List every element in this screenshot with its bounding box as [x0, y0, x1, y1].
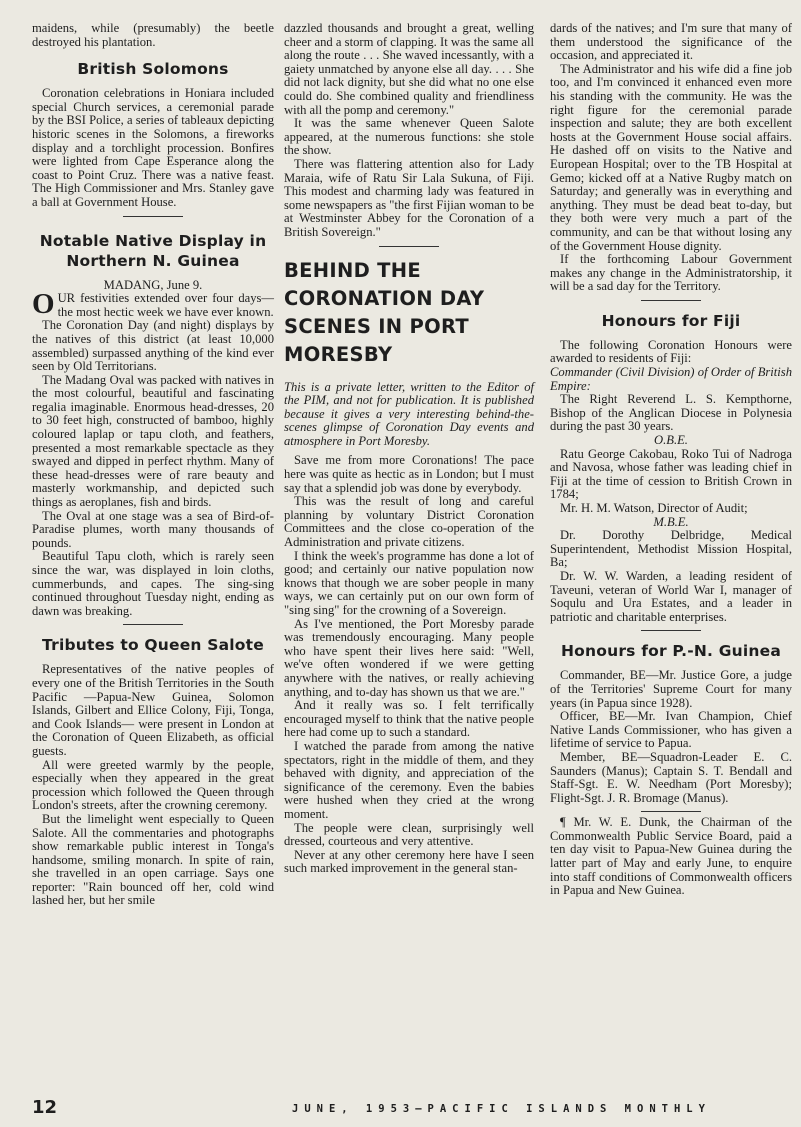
divider	[641, 811, 701, 812]
paragraph: The people were clean, surprisingly well dressed, courteous and very attentive.	[284, 820, 534, 849]
paragraph: Dr. W. W. Warden, a leading resident of Taveuni, veteran of World War I, manager of Soqulu and Ura Estates, and a leader in patriotic and charitable enterprises.	[550, 568, 792, 624]
section-heading-british-solomons: British Solomons	[77, 60, 229, 79]
honour-class: O.B.E.	[654, 433, 688, 448]
paragraph: All were greeted warmly by the people, especially when they appeared in the great procession which followed the Queen through London's streets, after the crowning ceremony.	[32, 757, 274, 813]
paragraph: Officer, BE—Mr. Ivan Champion, Chief Native Lands Commissioner, who has given a lifetime of service to Papua.	[550, 709, 792, 751]
column-right	[550, 22, 792, 898]
column-left	[32, 22, 274, 908]
honour-class: M.B.E.	[653, 514, 689, 529]
paragraph: Representatives of the native peoples of every one of the British Territories in the South Pacific —Papua-New Guinea, Solomon Islands, Gilbert and Ellice Colony, Fiji, Tonga, and Cook Islands— were present in London at the Coronation of Queen Elizabeth, as official guests.	[32, 662, 274, 758]
section-heading-honours-fiji: Honours for Fiji	[601, 311, 741, 330]
section-heading-native-display: Notable Native Display in Northern N. Guinea	[39, 231, 267, 270]
paragraph: ¶ Mr. W. E. Dunk, the Chairman of the Commonwealth Public Service Board, paid a ten day visit to Papua-New Guinea during the latter part of May and early June, to enquire into staff conditions of Commonwealth officers in Papua and New Guinea.	[550, 815, 792, 898]
article-continuation: maidens, while (presumably) the beetle destroyed his plantation.	[32, 21, 274, 49]
paragraph: There was flattering attention also for Lady Maraia, wife of Ratu Sir Lala Sukuna, of Fiji. This modest and charming lady was featured in some newspapers as "the first Fijian woman to be at Westminster Abbey for the Coronation of a British Sovereign."	[284, 156, 534, 239]
paragraph: Never at any other ceremony here have I seen such marked improvement in the general stan-	[284, 847, 534, 876]
section-heading-honours-png: Honours for P.-N. Guinea	[560, 642, 781, 661]
page-number: 12	[32, 1097, 58, 1118]
paragraph: The Oval at one stage was a sea of Bird-of-Paradise plumes, worth many thousands of pounds.	[32, 508, 274, 550]
paragraph: Save me from more Coronations! The pace here was quite as hectic as in London; but I must say that a splendid job was done by everybody.	[284, 453, 534, 495]
column-middle	[284, 22, 534, 876]
paragraph: I think the week's programme has done a lot of good; and certainly our native population now knows that though we are sober people in many ways, we can certainly put on our own form of "sing sing" for the crowning of a Sovereign.	[284, 548, 534, 617]
editorial-intro: This is a private letter, written to the Editor of the PIM, and not for publication. It is published because it gives a very interesting behind-the-scenes glimpse of Coronation Day events and atmosphere in Port Moresby.	[284, 379, 534, 448]
paragraph: Beautiful Tapu cloth, which is rarely seen since the war, was displayed in loin cloths, cummerbunds, and capes. The sing-sing continued throughout Tuesday night, ending as dawn was breaking.	[32, 549, 274, 618]
paragraph: It was the same whenever Queen Salote appeared, at the numerous functions: she stole the show.	[284, 116, 534, 158]
dateline: MADANG, June 9.	[103, 277, 203, 292]
paragraph: As I've mentioned, the Port Moresby parade was tremendously encouraging. Many people who have spent their lives here said: "Well, we've often wondered if we were getting anywhere with the natives, or really achieving anything, and to-day has shown us that we are."	[284, 616, 534, 699]
paragraph: The following Coronation Honours were awarded to residents of Fiji:	[550, 337, 792, 366]
paragraph: And it really was so. I felt terrifically encouraged myself to think that the native people here had come up to such a standard.	[284, 698, 534, 740]
headline-port-moresby: BEHIND THE CORONATION DAY SCENES IN PORT MORESBY	[284, 258, 485, 366]
divider	[641, 300, 701, 301]
divider	[641, 630, 701, 631]
divider	[123, 216, 183, 217]
paragraph: I watched the parade from among the native spectators, right in the middle of them, and they behaved with dignity, and appreciation of the significance of the ceremony. Even the babies were hushed when they cried at the wrong moment.	[284, 738, 534, 821]
paragraph: dazzled thousands and brought a great, welling cheer and a storm of clapping. It was the same all along the route . . . She waved incessantly, with a gaiety unmatched by anyone else all day. . . . She did not lack dignity, but she did what no one else could do. She combined quality and friendliness with all the pomp and ceremony."	[284, 21, 534, 117]
drop-cap: O	[32, 288, 55, 321]
paragraph: But the limelight went especially to Queen Salote. All the commentaries and photographs show remarkable public interest in Tonga's handsome, smiling monarch. In spite of rain, she travelled in an open carriage. Says one reporter: "Rain bounced off her, cold wind lashed her, but her smile	[32, 811, 274, 908]
section-heading-queen-salote: Tributes to Queen Salote	[42, 636, 264, 655]
honour-class: Commander (Civil Division) of Order of British Empire:	[550, 365, 792, 393]
paragraph: dards of the natives; and I'm sure that many of them understood the significance of the occasion, and appreciated it.	[550, 21, 792, 63]
paragraph: Member, BE—Squadron-Leader E. C. Saunders (Manus); Captain S. T. Bendall and Staff-Sgt. E. W. Needham (Port Moresby); Flight-Sgt. J. R. Bromage (Manus).	[550, 749, 792, 805]
paragraph: Coronation celebrations in Honiara included special Church services, a ceremonial parade by the BSI Police, a series of tableaux depicting historic scenes in the Solomons, a fireworks display and a torchlight procession. Bonfires were lighted from Cape Esperance along the coast to Point Cruz. There was a native feast. The High Commissioner and Mrs. Stanley gave a ball at Government House.	[32, 86, 274, 209]
paragraph: The Right Reverend L. S. Kempthorne, Bishop of the Anglican Diocese in Polynesia during the past 30 years.	[550, 392, 792, 434]
paragraph: Mr. H. M. Watson, Director of Audit;	[560, 501, 748, 515]
divider	[123, 624, 183, 625]
paragraph: OUR festivities extended over four days—the most hectic week we have ever known.	[32, 288, 274, 321]
paragraph: Ratu George Cakobau, Roko Tui of Nadroga and Navosa, whose father was leading chief in Fiji at the time of cession to British Crown in 1784;	[550, 446, 792, 502]
paragraph: Commander, BE—Mr. Justice Gore, a judge of the Territories' Supreme Court for many years (in Papua since 1928).	[550, 668, 792, 710]
paragraph: If the forthcoming Labour Government makes any change in the Administratorship, it will be a sad day for the Territory.	[550, 252, 792, 294]
paragraph: The Madang Oval was packed with natives in the most colourful, beautiful and fascinating regalia imaginable. Enormous head-dresses, 20 to 30 feet high, constructed of bamboo, highly coloured laplap or tapu cloth, and feathers, presented a most remarkable spectacle as they swayed and dipped in perfect rhythm. Many of these head-dresses were of rare beauty and masterly workmanship, and depicted such things as aeroplanes, fish and birds.	[32, 372, 274, 510]
paragraph: This was the result of long and careful planning by voluntary District Coronation Committees and the close co-operation of the Administration and private citizens.	[284, 494, 534, 550]
divider	[379, 246, 439, 247]
paragraph: The Coronation Day (and night) displays by the natives of this district (at least 10,000 assembled) surpassed anything of the kind ever seen by Old Territorians.	[32, 318, 274, 374]
running-footer: JUNE, 1953—PACIFIC ISLANDS MONTHLY	[292, 1103, 711, 1115]
paragraph: Dr. Dorothy Delbridge, Medical Superintendent, Methodist Mission Hospital, Ba;	[550, 528, 792, 570]
paragraph: The Administrator and his wife did a fine job too, and I'm convinced it enhanced even more his standing with the community. He was the right figure for the ceremonial parade inspection and salute; they are both excellent hosts at the Government House social affairs. He dashed off on visits to the Native and European Hospital; over to the TB Hospital at Gemo; kicked off at a Native Rugby match on Saturday; and generally was in everything and anything. They must be dead beat to-day, but they both were very much a part of the community, and can be that without losing any of the Government House dignity.	[550, 61, 792, 253]
